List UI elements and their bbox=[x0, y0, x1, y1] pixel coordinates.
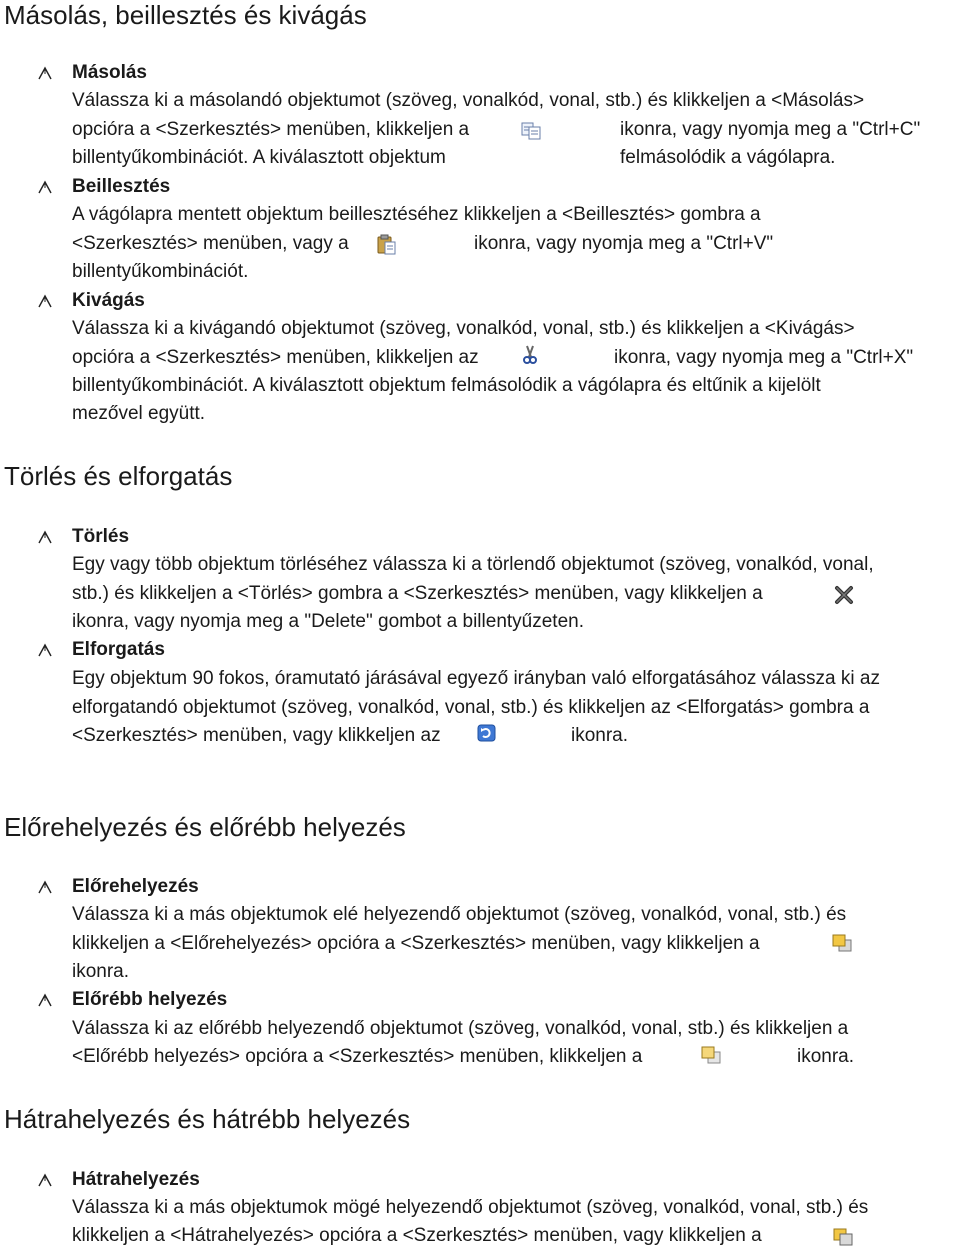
cut-icon bbox=[518, 344, 542, 366]
bullet-icon bbox=[38, 294, 52, 308]
bullet-icon bbox=[38, 880, 52, 894]
item-title-elorebb-helyezes: Előrébb helyezés bbox=[72, 989, 228, 1010]
bullet-icon bbox=[38, 643, 52, 657]
bring-to-front-icon bbox=[830, 932, 854, 954]
bullet-icon bbox=[38, 180, 52, 194]
item-title-beillesztes: Beillesztés bbox=[72, 176, 171, 197]
item-line: billentyűkombinációt. A kiválasztott objektum bbox=[72, 147, 446, 168]
item-title-kivagas: Kivágás bbox=[72, 290, 145, 311]
item-title-hatrahelyezes: Hátrahelyezés bbox=[72, 1169, 200, 1190]
bullet-icon bbox=[38, 1173, 52, 1187]
item-line: opcióra a <Szerkesztés> menüben, klikkeljen a bbox=[72, 119, 470, 140]
item-line: Egy objektum 90 fokos, óramutató járásával egyező irányban való elforgatásához válassza ki az bbox=[72, 668, 880, 689]
item-line: ikonra, vagy nyomja meg a "Ctrl+V" bbox=[474, 233, 774, 254]
bullet-icon bbox=[38, 530, 52, 544]
bullet-icon bbox=[38, 66, 52, 80]
item-line: klikkeljen a <Előrehelyezés> opcióra a <Szerkesztés> menüben, vagy klikkeljen a bbox=[72, 933, 760, 954]
section-heading: Törlés és elforgatás bbox=[4, 461, 233, 491]
item-title-masolas: Másolás bbox=[72, 62, 147, 83]
item-line: felmásolódik a vágólapra. bbox=[620, 147, 836, 168]
section-heading: Előrehelyezés és előrébb helyezés bbox=[4, 812, 406, 842]
section-heading: Másolás, beillesztés és kivágás bbox=[4, 0, 367, 30]
item-title-elforgatas: Elforgatás bbox=[72, 639, 165, 660]
item-line: ikonra, vagy nyomja meg a "Ctrl+X" bbox=[614, 347, 914, 368]
item-title-torles: Törlés bbox=[72, 526, 130, 547]
item-line: elforgatandó objektumot (szöveg, vonalkód, vonal, stb.) és klikkeljen az <Elforgatás> gombra a bbox=[72, 697, 870, 718]
delete-icon bbox=[832, 584, 856, 606]
bullet-icon bbox=[38, 993, 52, 1007]
item-line: Válassza ki az előrébb helyezendő objektumot (szöveg, vonalkód, vonal, stb.) és klikkeljen a bbox=[72, 1018, 849, 1039]
item-line: ikonra, vagy nyomja meg a "Delete" gombot a billentyűzeten. bbox=[72, 611, 584, 632]
item-line: Válassza ki a más objektumok mögé helyezendő objektumot (szöveg, vonalkód, vonal, stb.) és bbox=[72, 1197, 869, 1218]
rotate-icon bbox=[475, 722, 499, 744]
send-to-back-icon bbox=[831, 1226, 855, 1248]
bring-forward-icon bbox=[699, 1044, 723, 1066]
item-line: billentyűkombinációt. A kiválasztott objektum felmásolódik a vágólapra és eltűnik a kijelölt bbox=[72, 375, 821, 396]
item-line: mezővel együtt. bbox=[72, 403, 206, 424]
item-line: klikkeljen a <Hátrahelyezés> opcióra a <Szerkesztés> menüben, vagy klikkeljen a bbox=[72, 1225, 762, 1246]
item-line: Válassza ki a más objektumok elé helyezendő objektumot (szöveg, vonalkód, vonal, stb.) és bbox=[72, 904, 847, 925]
item-line: billentyűkombinációt. bbox=[72, 261, 249, 282]
item-line: Válassza ki a kivágandó objektumot (szöveg, vonalkód, vonal, stb.) és klikkeljen a <Kivágás> bbox=[72, 318, 855, 339]
item-line: A vágólapra mentett objektum beillesztéséhez klikkeljen a <Beillesztés> gombra a bbox=[72, 204, 761, 225]
item-line: <Előrébb helyezés> opcióra a <Szerkesztés> menüben, klikkeljen a bbox=[72, 1046, 643, 1067]
item-line: <Szerkesztés> menüben, vagy klikkeljen az bbox=[72, 725, 441, 746]
item-line: Válassza ki a másolandó objektumot (szöveg, vonalkód, vonal, stb.) és klikkeljen a <Másolás> bbox=[72, 90, 865, 111]
item-title-elorehelyezes: Előrehelyezés bbox=[72, 876, 199, 897]
item-line: Egy vagy több objektum törléséhez válassza ki a törlendő objektumot (szöveg, vonalkód, vonal, bbox=[72, 554, 874, 575]
item-line: ikonra. bbox=[571, 725, 629, 746]
item-line: <Szerkesztés> menüben, vagy a bbox=[72, 233, 349, 254]
copy-icon bbox=[520, 120, 544, 142]
paste-icon bbox=[375, 234, 399, 256]
item-line: opcióra a <Szerkesztés> menüben, klikkeljen az bbox=[72, 347, 479, 368]
item-line: ikonra. bbox=[797, 1046, 855, 1067]
item-line: ikonra. bbox=[72, 961, 130, 982]
section-heading: Hátrahelyezés és hátrébb helyezés bbox=[4, 1104, 411, 1134]
item-line: ikonra, vagy nyomja meg a "Ctrl+C" bbox=[620, 119, 921, 140]
item-line: stb.) és klikkeljen a <Törlés> gombra a <Szerkesztés> menüben, vagy klikkeljen a bbox=[72, 583, 763, 604]
